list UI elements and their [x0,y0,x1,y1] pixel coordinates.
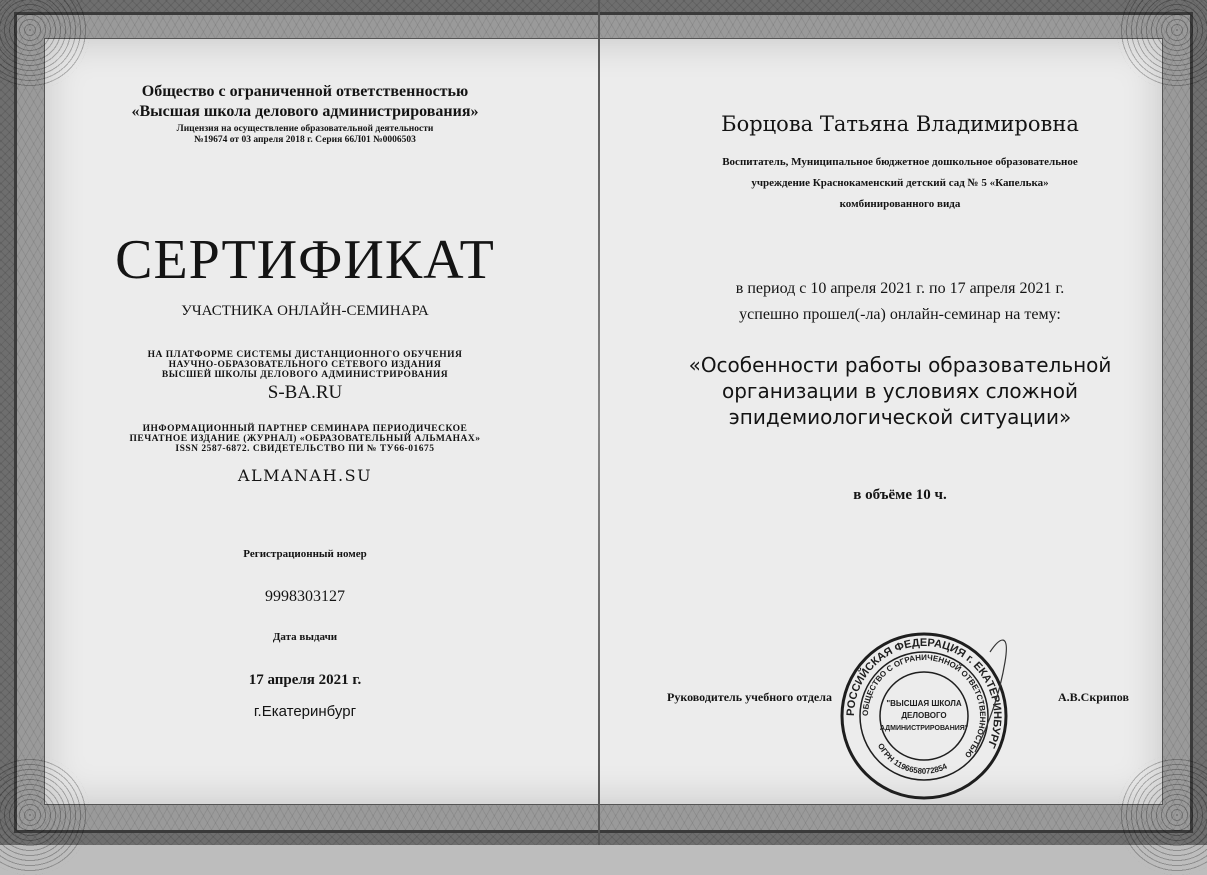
organization-seal [840,632,1008,800]
seal-center-line3: АДМИНИСТРИРОВАНИЯ" [879,725,969,732]
seal-inner-text: ОБЩЕСТВО С ОГРАНИЧЕННОЙ ОТВЕТСТВЕННОСТЬЮ [860,652,988,760]
organization-license [90,124,520,146]
issue-city: г.Екатеринбург [253,703,357,720]
seminar-topic [640,352,1160,430]
issue-date-label: Дата выдачи [272,631,338,643]
topic-line3: эпидемиологической ситуации» [728,405,1072,429]
platform-line3: ВЫСШЕЙ ШКОЛЫ ДЕЛОВОГО АДМИНИСТРИРОВАНИЯ [161,370,449,380]
seal-ogrn: ОГРН 1196658072854 [875,741,949,776]
partner-site: ALMANAH.SU [237,466,373,485]
seminar-completed: успешно прошел(-ла) онлайн-семинар на тему: [739,306,1061,323]
position-line3: комбинированного вида [839,198,961,210]
partner-line2: ПЕЧАТНОЕ ИЗДАНИЕ (ЖУРНАЛ) «ОБРАЗОВАТЕЛЬНЫЙ АЛЬМАНАХ» [129,434,481,444]
partner-info [90,424,520,454]
registration-label: Регистрационный номер [243,548,367,560]
signature-label: Руководитель учебного отдела [667,690,832,704]
organization-line2: «Высшая школа делового администрирования» [131,103,479,120]
platform-line2: НАУЧНО-ОБРАЗОВАТЕЛЬНОГО СЕТЕВОГО ИЗДАНИЯ [168,360,442,370]
issue-date: 17 апреля 2021 г. [248,672,362,688]
topic-line2: организации в условиях сложной [722,379,1078,403]
certificate-title: СЕРТИФИКАТ [115,229,495,291]
topic-line1: «Особенности работы образовательной [688,353,1112,377]
position-line2: учреждение Краснокаменский детский сад № 5 «Капелька» [751,177,1049,189]
platform-info [90,350,520,380]
page-fold [598,0,600,845]
organization-line1: Общество с ограниченной ответственностью [141,83,469,100]
recipient-name: Борцова Татьяна Владимировна [721,112,1079,136]
platform-line1: НА ПЛАТФОРМЕ СИСТЕМЫ ДИСТАНЦИОННОГО ОБУЧЕНИЯ [147,350,463,360]
organization-name [90,82,520,122]
position-line1: Воспитатель, Муниципальное бюджетное дошкольное образовательное [722,156,1078,168]
platform-site: S-BA.RU [267,382,343,403]
recipient-position [660,152,1140,215]
seminar-period: в период с 10 апреля 2021 г. по 17 апреля 2021 г. [735,280,1065,297]
signature-name: А.В.Скрипов [1058,690,1129,704]
license-line2: №19674 от 03 апреля 2018 г. Серия 66Л01 №0006503 [194,135,416,145]
license-line1: Лицензия на осуществление образовательной деятельности [176,124,434,134]
partner-line3: ISSN 2587-6872. СВИДЕТЕЛЬСТВО ПИ № ТУ66-01675 [175,444,435,454]
seal-center-line2: ДЕЛОВОГО [901,711,947,720]
seminar-period-block [640,276,1160,328]
seal-center-line1: "ВЫСШАЯ ШКОЛА [886,699,962,708]
partner-line1: ИНФОРМАЦИОННЫЙ ПАРТНЕР СЕМИНАРА ПЕРИОДИЧЕСКОЕ [142,424,468,434]
seal-outer-text: РОССИЙСКАЯ ФЕДЕРАЦИЯ г. ЕКАТЕРИНБУРГ [844,636,1004,750]
certificate-subtitle: УЧАСТНИКА ОНЛАЙН-СЕМИНАРА [181,303,429,319]
seminar-volume: в объёме 10 ч. [853,487,947,503]
registration-number: 9998303127 [265,588,345,605]
